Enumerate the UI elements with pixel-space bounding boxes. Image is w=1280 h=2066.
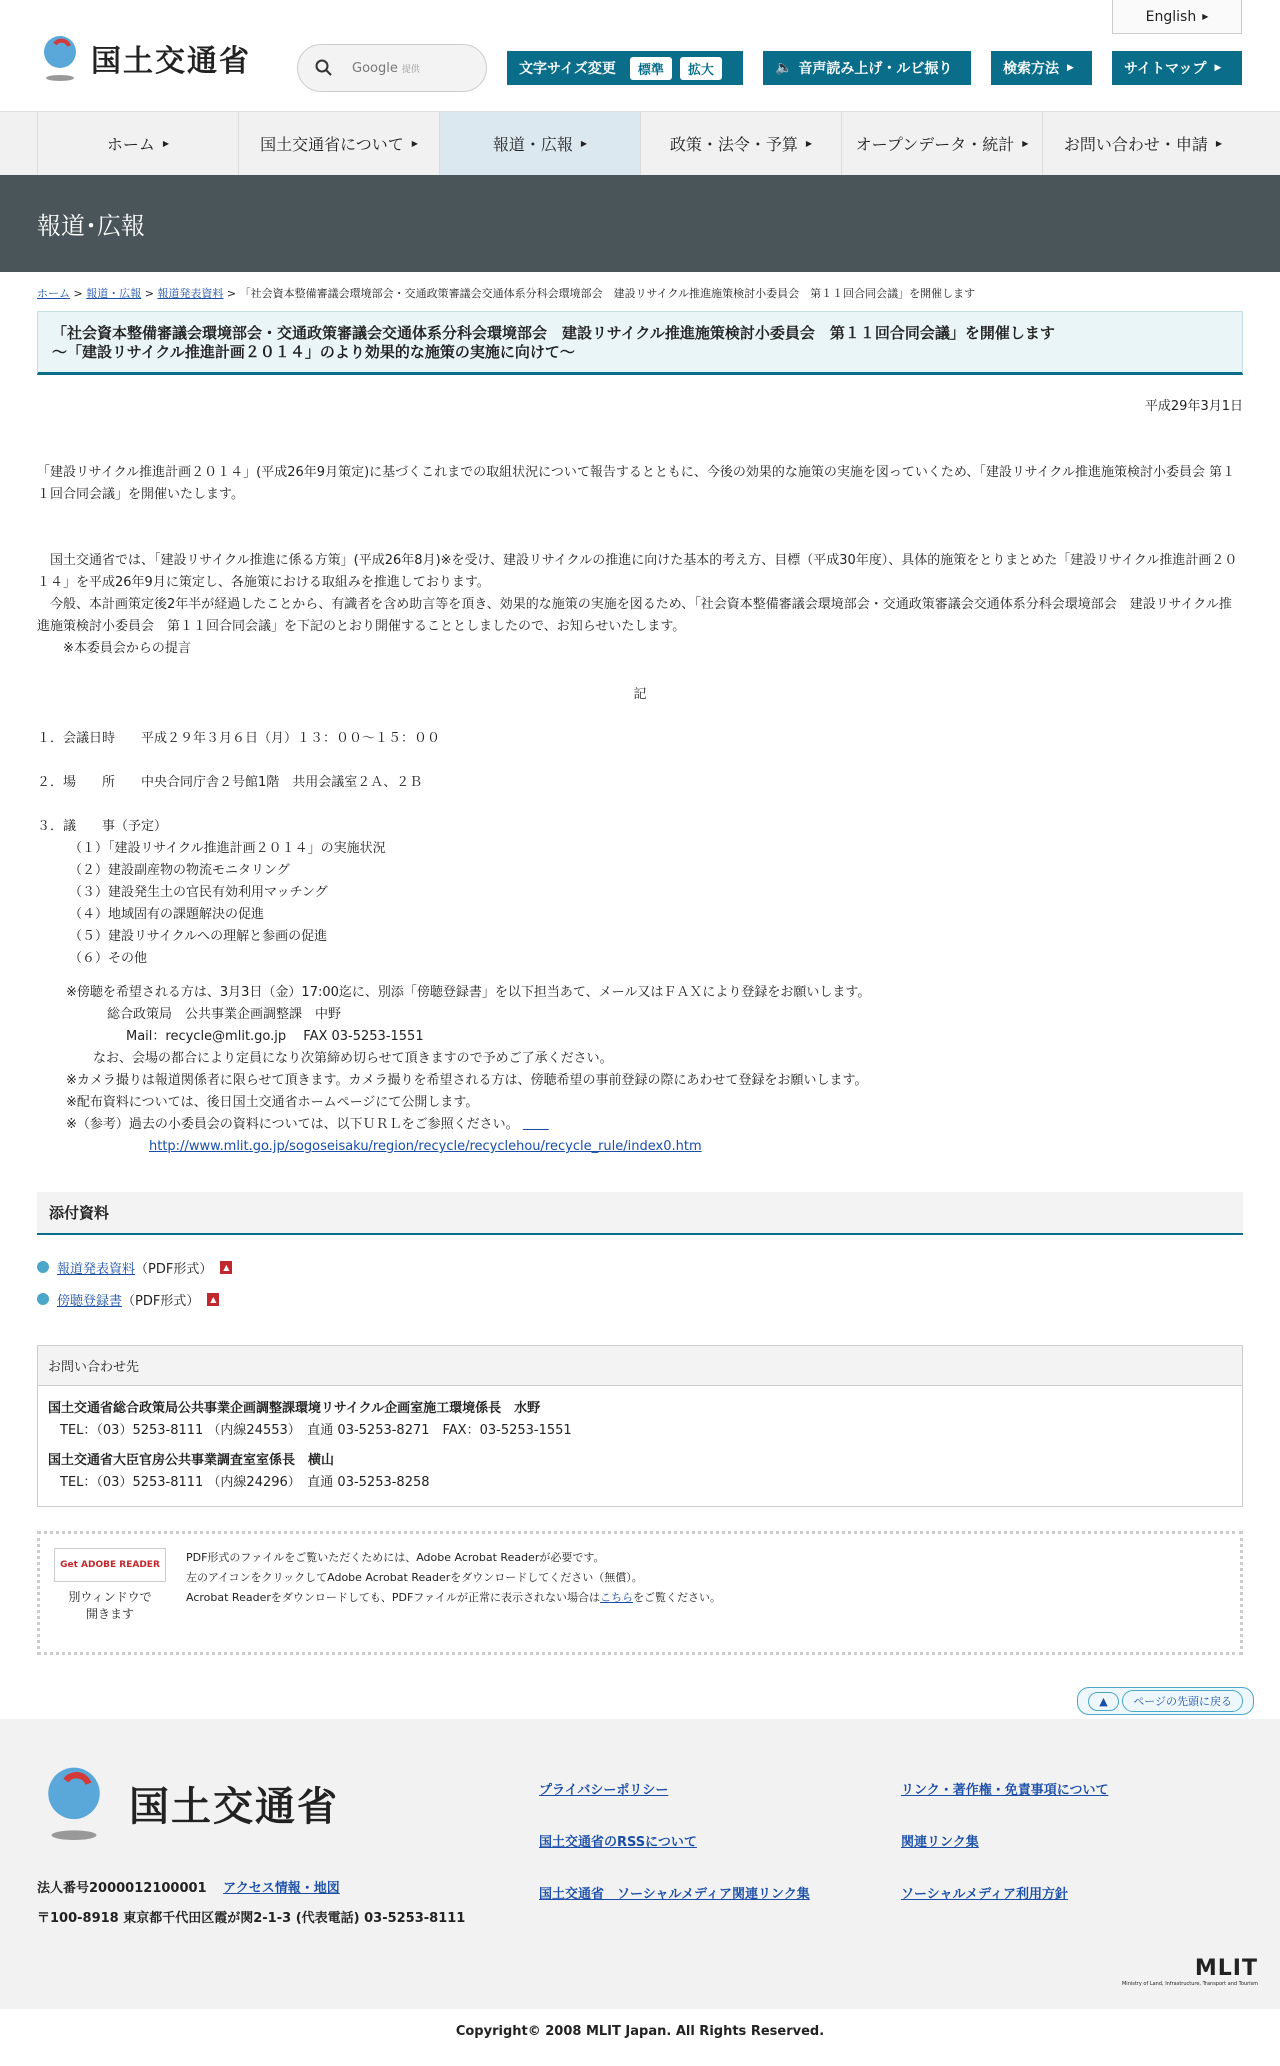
attachment-format: （PDF形式） — [122, 1293, 200, 1309]
nav-contact[interactable] — [1042, 112, 1243, 175]
font-large-button[interactable]: 拡大 — [680, 57, 722, 80]
breadcrumb-release[interactable]: 報道発表資料 — [157, 287, 224, 300]
pdf-icon: ▲ — [207, 1293, 219, 1306]
nav-label: 政策・法令・予算 — [669, 135, 798, 154]
body-para3: ※本委員会からの提言 — [37, 641, 191, 656]
contact-heading: お問い合わせ先 — [38, 1346, 1242, 1386]
voice-label: 音声読み上げ・ルビ振り — [798, 61, 953, 77]
list-item — [37, 1251, 1243, 1283]
body-section — [37, 550, 1243, 660]
meeting-date: １．会議日時 平成２９年３月６日（月）１３：００～１５：００ — [37, 731, 441, 746]
contact-body — [38, 1386, 1242, 1506]
back-to-top — [0, 1687, 1280, 1715]
mlit-wordmark — [1102, 1956, 1258, 1987]
agenda-item: （５）建設リサイクルへの理解と参画の促進 — [69, 929, 328, 944]
footer-logo[interactable] — [37, 1761, 339, 1845]
nav-about[interactable] — [238, 112, 439, 175]
attachment-format: （PDF形式） — [135, 1261, 213, 1277]
breadcrumb-press[interactable]: 報道・広報 — [86, 287, 142, 300]
nav-label: ホーム — [106, 135, 155, 154]
contact-tel: TEL：（03）5253-8111 （内線24296） 直通 03-5253-8258 — [60, 1475, 430, 1490]
nav-label: オープンデータ・統計 — [855, 135, 1015, 154]
agenda-list — [37, 838, 1243, 970]
arrow-right-icon: ▶ — [1202, 12, 1209, 21]
arrow-right-icon: ▶ — [411, 139, 418, 148]
rss-link[interactable]: 国土交通省のRSSについて — [539, 1835, 697, 1850]
acrobat-notice — [37, 1531, 1243, 1655]
speaker-icon: 🔈 — [775, 60, 793, 76]
acrobat-help-link[interactable]: こちら — [600, 1591, 634, 1604]
nav-home[interactable] — [37, 112, 238, 175]
copyright: Copyright© 2008 MLIT Japan. All Rights Reserved. — [455, 2023, 825, 2039]
category-title: 報道･広報 — [37, 212, 145, 240]
page-category-band — [0, 175, 1280, 272]
acrobat-text-part: Acrobat Readerをダウンロードしても、PDFファイルが正常に表示されない場合は — [186, 1591, 601, 1604]
ki-mark: 記 — [633, 687, 647, 702]
contact-tel: TEL：（03）5253-8111 （内線24553） 直通 03-5253-8271 FAX：03-5253-1551 — [60, 1423, 572, 1438]
arrow-right-icon: ▶ — [1214, 63, 1222, 73]
site-header — [0, 0, 1280, 111]
search-placeholder: Google 提供 — [352, 60, 420, 76]
body-para2: 今般、本計画策定後2年半が経過したことから、有識者を含め助言等を頂き、効果的な施策の実施を図るため、「社会資本整備審議会環境部会・交通政策審議会交通体系分科会環境部会 建設リサイクル推進施策検討小委員会 第１１回合同会議」を下記のとおり開催することとしましたので、お知らせいたします。 — [37, 597, 1232, 634]
bullet-icon — [37, 1261, 49, 1273]
english-label: English — [1145, 8, 1197, 25]
note-line: 総合政策局 公共事業企画調整課 中野 — [107, 1007, 342, 1022]
window-note: 開きます — [85, 1607, 134, 1621]
acrobat-text — [186, 1548, 721, 1652]
search-method-button[interactable] — [991, 51, 1092, 85]
acrobat-line: 左のアイコンをクリックしてAdobe Acrobat Readerをダウンロードしてください（無償）。 — [186, 1571, 643, 1584]
note-line — [37, 1114, 1243, 1136]
sitemap-button[interactable] — [1112, 51, 1242, 85]
search-input[interactable] — [297, 44, 487, 92]
acrobat-line: PDF形式のファイルをご覧いただくためには、Adobe Acrobat Readerが必要です。 — [186, 1551, 605, 1564]
agenda-item: （４）地域固有の課題解決の促進 — [69, 907, 265, 922]
search-icon — [314, 58, 334, 78]
back-to-top-label: ページの先頭に戻る — [1122, 1690, 1243, 1712]
body-para1: 国土交通省では、「建設リサイクル推進に係る方策」(平成26年8月)※を受け、建設リサイクルの推進に向けた基本的考え方、目標（平成30年度）、具体的施策をとりまとめた「建設リサイクル推進計画２０１４」を平成26年9月に策定し、各施策における取組みを推進しております。 — [37, 553, 1238, 590]
pdf-icon: ▲ — [220, 1261, 232, 1274]
nav-opendata[interactable] — [841, 112, 1042, 175]
search-method-label: 検索方法 — [1003, 61, 1059, 77]
arrow-right-icon: ▶ — [1067, 63, 1074, 73]
attachment-link[interactable]: 傍聴登録書 — [57, 1293, 123, 1309]
footer-address: 〒100-8918 東京都千代田区霞が関2-1-3 (代表電話) 03-5253-8111 — [37, 1911, 466, 1926]
back-to-top-button[interactable] — [1077, 1687, 1254, 1715]
agenda-item: （３）建設発生土の官民有効利用マッチング — [69, 885, 328, 900]
nav-press[interactable] — [439, 112, 640, 175]
global-nav — [0, 111, 1280, 175]
page-title — [37, 311, 1243, 375]
note-line: ※配布資料については、後日国土交通省ホームページにて公開します。 — [66, 1095, 479, 1110]
font-size-label: 文字サイズ変更 — [519, 61, 616, 77]
sitemap-label: サイトマップ — [1124, 61, 1207, 77]
arrow-right-icon: ▶ — [805, 139, 813, 148]
mlit-logo-icon — [37, 1761, 111, 1845]
note-line: なお、会場の都合により定員になり次第締め切らせて頂きますので予めご了承ください。 — [93, 1051, 613, 1066]
agenda-heading: ３．議 事（予定） — [37, 819, 168, 834]
nav-label: 国土交通省について — [260, 135, 404, 154]
attachments-heading: 添付資料 — [37, 1192, 1243, 1235]
mlit-logo-icon — [37, 32, 83, 84]
font-size-control — [507, 51, 743, 85]
meeting-place: ２．場 所 中央合同庁舎２号館1階 共用会議室２Ａ、２Ｂ — [37, 775, 423, 790]
acrobat-badge — [54, 1548, 166, 1652]
corp-number: 法人番号2000012100001 — [37, 1881, 207, 1896]
social-links[interactable]: 国土交通省 ソーシャルメディア関連リンク集 — [539, 1887, 810, 1902]
contact-name: 国土交通省大臣官房公共事業調査室室係長 横山 — [48, 1453, 335, 1468]
logo-text: 国土交通省 — [91, 44, 251, 79]
breadcrumb-home[interactable]: ホーム — [37, 287, 70, 300]
get-adobe-reader-button[interactable] — [54, 1548, 166, 1582]
footer-logo-text: 国土交通省 — [129, 1783, 339, 1830]
note-line: ※カメラ撮りは報道関係者に限らせて頂きます。カメラ撮りを希望される方は、傍聴希望の事前登録の際にあわせて登録をお願いします。 — [66, 1073, 868, 1088]
voice-button[interactable] — [763, 51, 971, 85]
nav-label: お問い合わせ・申請 — [1063, 135, 1208, 154]
breadcrumb: ホーム > 報道・広報 > 報道発表資料 > 「社会資本整備審議会環境部会・交通政策審議会交通体系分科会環境部会 建設リサイクル推進施策検討小委員会 第１１回合同会議」を開催します — [37, 287, 976, 300]
past-materials-link[interactable]: http://www.mlit.go.jp/sogoseisaku/region/recycle/recyclehou/recycle_rule/index0.htm — [149, 1139, 702, 1154]
arrow-right-icon: ▶ — [162, 139, 170, 148]
blank-link[interactable] — [523, 1117, 549, 1132]
contact-box — [37, 1345, 1243, 1507]
attachment-link[interactable]: 報道発表資料 — [57, 1261, 136, 1277]
mlit-subtext: Ministry of Land, Infrastructure, Transport and Tourism — [1121, 1981, 1258, 1987]
agenda-item: （２）建設副産物の物流モニタリング — [69, 863, 290, 878]
arrow-up-icon: ▲ — [1088, 1692, 1118, 1711]
title-line2: ～「建設リサイクル推進計画２０１４」のより効果的な施策の実施に向けて～ — [52, 343, 575, 361]
arrow-right-icon: ▶ — [580, 139, 588, 148]
notes — [37, 982, 1243, 1158]
arrow-right-icon: ▶ — [1215, 139, 1223, 148]
social-policy-link[interactable]: ソーシャルメディア利用方針 — [901, 1887, 1069, 1902]
attachments-list — [37, 1251, 1243, 1315]
agenda-item: （１）「建設リサイクル推進計画２０１４」の実施状況 — [69, 841, 386, 856]
font-standard-button[interactable]: 標準 — [630, 57, 672, 80]
list-item — [37, 1283, 1243, 1315]
mlit-text: MLIT — [1194, 1956, 1258, 1981]
title-line1: 「社会資本整備審議会環境部会・交通政策審議会交通体系分科会環境部会 建設リサイクル推進施策検討小委員会 第１１回合同会議」を開催します — [52, 324, 1055, 342]
main-content — [0, 285, 1280, 1655]
access-link[interactable]: アクセス情報・地図 — [223, 1881, 340, 1896]
privacy-link[interactable]: プライバシーポリシー — [539, 1783, 669, 1798]
breadcrumb-current: 「社会資本整備審議会環境部会・交通政策審議会交通体系分科会環境部会 建設リサイクル推進施策検討小委員会 第１１回合同会議」を開催します — [239, 287, 976, 300]
note-line: ※傍聴を希望される方は、3月3日（金）17:00迄に、別添「傍聴登録書」を以下担当あて、メール又はＦＡＸにより登録をお願いします。 — [66, 985, 871, 1000]
publish-date: 平成29年3月1日 — [1144, 399, 1243, 414]
english-link[interactable] — [1112, 0, 1242, 34]
arrow-right-icon: ▶ — [1022, 139, 1029, 148]
acrobat-text-part: をご覧ください。 — [633, 1591, 722, 1604]
agenda-item: （６）その他 — [69, 951, 148, 966]
note-line: Mail：recycle@mlit.go.jp FAX 03-5253-1551 — [126, 1029, 424, 1044]
nav-policy[interactable] — [640, 112, 841, 175]
site-logo[interactable] — [37, 32, 251, 84]
site-footer — [0, 1719, 1280, 2009]
related-links[interactable]: 関連リンク集 — [901, 1835, 979, 1850]
lead-text: 「建設リサイクル推進計画２０１４」(平成26年9月策定)に基づくこれまでの取組状況について報告するとともに、今後の効果的な施策の実施を図っていくため、「建設リサイクル推進施策検討小委員会 第１１回合同会議」を開催いたします。 — [37, 465, 1236, 502]
badge-text: Get ADOBE READER — [60, 1560, 160, 1570]
acrobat-line — [186, 1588, 721, 1608]
nav-label: 報道・広報 — [492, 135, 573, 154]
footer-corp-info — [37, 1877, 340, 1896]
note-text: ※（参考）過去の小委員会の資料については、以下ＵＲＬをご参照ください。 — [66, 1117, 519, 1132]
bullet-icon — [37, 1293, 49, 1305]
contact-name: 国土交通省総合政策局公共事業企画調整課環境リサイクル企画室施工環境係長 水野 — [48, 1401, 541, 1416]
window-note: 別ウィンドウで — [68, 1590, 152, 1604]
copyright-link[interactable]: リンク・著作権・免責事項について — [901, 1783, 1109, 1798]
